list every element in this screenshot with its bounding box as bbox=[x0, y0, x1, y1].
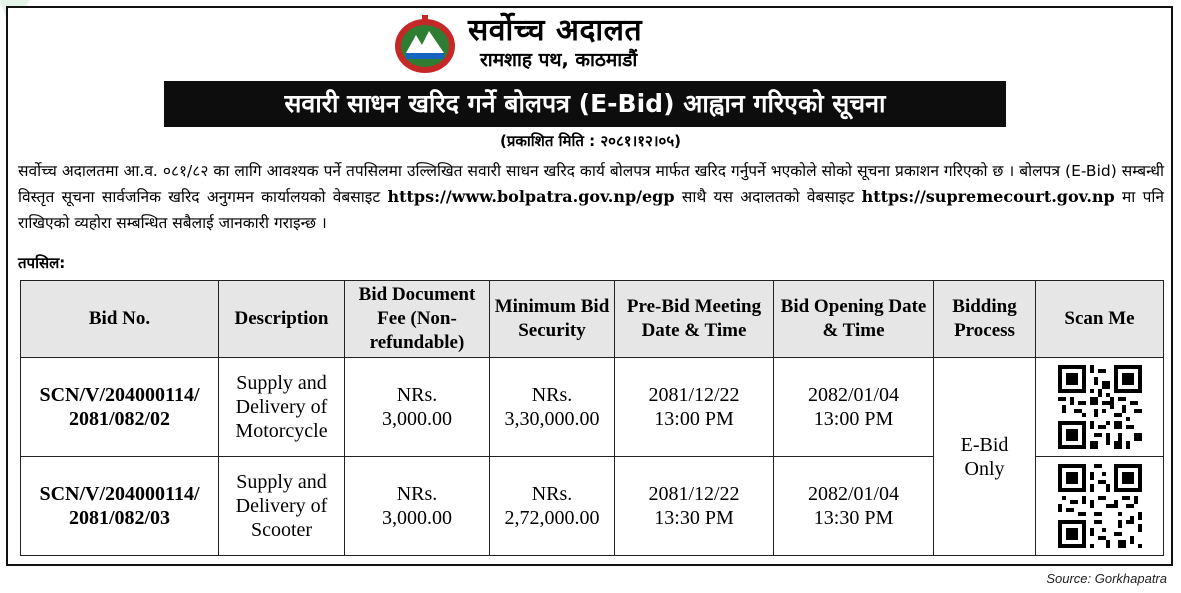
fee-currency: NRs. bbox=[396, 483, 438, 505]
header-prebid: Pre-Bid Meeting Date & Time bbox=[615, 281, 774, 358]
prebid-cell bbox=[615, 457, 774, 556]
description-line2: Delivery of bbox=[235, 495, 328, 517]
qr-code-icon[interactable] bbox=[1058, 464, 1142, 548]
header-fee: Bid Document Fee (Non-refundable) bbox=[345, 281, 490, 358]
published-date: (प्रकाशित मिति : २०८१।१२।०५) bbox=[499, 132, 681, 150]
description-line2: Delivery of bbox=[235, 396, 328, 418]
court-name: सर्वोच्च अदालत bbox=[468, 13, 643, 48]
prebid-time: 13:00 PM bbox=[654, 408, 734, 430]
bid-no-line1: SCN/V/204000114/ bbox=[39, 384, 200, 406]
opening-cell bbox=[774, 358, 934, 457]
court-address: रामशाह पथ, काठमाडौं bbox=[480, 49, 638, 71]
security-amount: 3,30,000.00 bbox=[504, 408, 600, 430]
opening-date: 2082/01/04 bbox=[807, 384, 900, 406]
fee-amount: 3,000.00 bbox=[382, 507, 452, 529]
fee-cell bbox=[345, 457, 490, 556]
tapasil-label: तपसिल: bbox=[18, 254, 66, 272]
description-line3: Scooter bbox=[250, 519, 313, 541]
header-process: Bidding Process bbox=[934, 281, 1036, 358]
notice-title: सवारी साधन खरिद गर्ने बोलपत्र (E-Bid) आह्वान गरिएको सूचना bbox=[164, 81, 1006, 127]
bidding-process-line1: E-Bid bbox=[960, 433, 1009, 456]
header-opening: Bid Opening Date & Time bbox=[774, 281, 934, 358]
body-text-part1: सर्वोच्च अदालतमा आ.व. ०८१/८२ का लागि आवश्यक पर्ने तपसिलमा उल्लिखित सवारी साधन खरिद कार्य बोलपत्र मार्फत खरिद गर्नुपर्ने भएकोले सोको सूचना प्रकाशन गरिएको छ । बोलपत्र (E-Bid) सम्बन्धी विस्तृत सूचना सार्वजनिक खरिद अनुगमन कार्यालयको वेबसाइट bbox=[18, 162, 1164, 206]
description-line1: Supply and bbox=[236, 471, 327, 493]
table-row bbox=[21, 358, 1164, 457]
bidding-process-cell bbox=[934, 358, 1036, 556]
bid-no-line2: 2081/082/03 bbox=[68, 507, 171, 529]
scan-cell bbox=[1036, 358, 1164, 457]
description-line3: Motorcycle bbox=[235, 420, 328, 442]
prebid-date: 2081/12/22 bbox=[648, 483, 740, 505]
source-credit: Source: Gorkhapatra bbox=[1046, 571, 1167, 586]
header-description: Description bbox=[219, 281, 345, 358]
security-currency: NRs. bbox=[531, 483, 573, 505]
table-header-row bbox=[21, 281, 1164, 358]
description-line1: Supply and bbox=[236, 372, 327, 394]
security-cell bbox=[490, 358, 615, 457]
prebid-cell bbox=[615, 358, 774, 457]
fee-amount: 3,000.00 bbox=[382, 408, 452, 430]
body-text-part3: मा पनि राखिएको व्यहोरा सम्बन्धित सबैलाई जानकारी गराइन्छ । bbox=[18, 188, 1165, 232]
opening-time: 13:30 PM bbox=[813, 507, 894, 529]
qr-code-icon[interactable] bbox=[1058, 365, 1142, 449]
prebid-date: 2081/12/22 bbox=[648, 384, 740, 406]
supremecourt-link[interactable]: https://supremecourt.gov.np bbox=[861, 187, 1115, 206]
notice-body bbox=[18, 158, 1164, 236]
opening-date: 2082/01/04 bbox=[807, 483, 900, 505]
body-text-part2: साथै यस अदालतको वेबसाइट bbox=[674, 188, 862, 206]
security-currency: NRs. bbox=[531, 384, 573, 406]
description-cell bbox=[219, 457, 345, 556]
description-cell bbox=[219, 358, 345, 457]
bid-no-line2: 2081/082/02 bbox=[68, 408, 171, 430]
bid-table bbox=[20, 280, 1164, 556]
security-amount: 2,72,000.00 bbox=[504, 507, 600, 529]
opening-time: 13:00 PM bbox=[813, 408, 894, 430]
bid-no-line1: SCN/V/204000114/ bbox=[39, 483, 200, 505]
header-bid-no: Bid No. bbox=[21, 281, 219, 358]
scan-cell bbox=[1036, 457, 1164, 556]
prebid-time: 13:30 PM bbox=[654, 507, 734, 529]
bidding-process-line2: Only bbox=[964, 457, 1005, 480]
bid-no-cell bbox=[21, 358, 219, 457]
opening-cell bbox=[774, 457, 934, 556]
header-scan: Scan Me bbox=[1036, 281, 1164, 358]
bid-no-cell bbox=[21, 457, 219, 556]
fee-cell bbox=[345, 358, 490, 457]
header-security: Minimum Bid Security bbox=[490, 281, 615, 358]
fee-currency: NRs. bbox=[396, 384, 438, 406]
bolpatra-link[interactable]: https://www.bolpatra.gov.np/egp bbox=[387, 187, 675, 206]
security-cell bbox=[490, 457, 615, 556]
nepal-emblem-icon bbox=[392, 13, 458, 75]
